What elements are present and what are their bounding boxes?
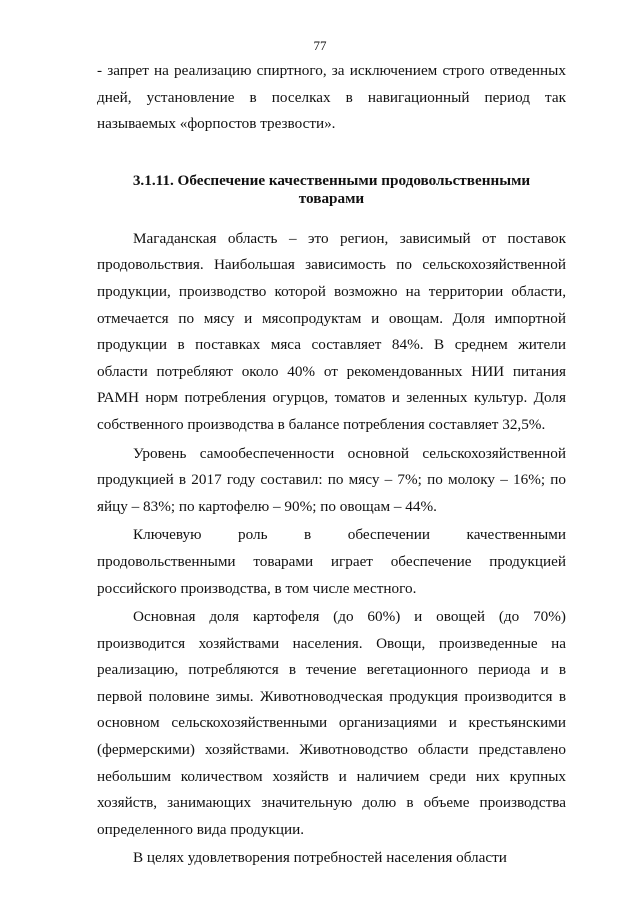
page-number: 77 <box>313 38 327 53</box>
bullet-paragraph: - запрет на реализацию спиртного, за исключением строго отведенных дней, установление в поселках в навигационный период так называемых «форпостов трезвости». <box>97 62 566 133</box>
body-paragraph-4: Основная доля картофеля (до 60%) и овощей (до 70%) производится хозяйствами населения. Овощи, произведенные на реализацию, потребляются в течение вегетационного периода и в первой половине зимы. Животноводческая продукция производится в основном сельскохозяйственными организациями и крестьянскими (фермерскими) хозяйствами. Животноводство области представлено небольшим количеством хозяйств и наличием среди них крупных хозяйств, занимающих значительную долю в объеме производства определенного вида продукции. <box>97 608 566 838</box>
section-heading-line-1: 3.1.11. Обеспечение качественными продовольственными <box>132 171 531 189</box>
body-paragraph-2: Уровень самообеспеченности основной сельскохозяйственной продукцией в 2017 году составил: по мясу – 7%; по молоку – 16%; по яйцу – 83%; по картофелю – 90%; по овощам – 44%. <box>97 444 566 515</box>
page-body <box>97 58 566 872</box>
body-paragraph-1: Магаданская область – это регион, зависимый от поставок продовольствия. Наибольшая зависимость по сельскохозяйственной продукции, производство которой возможно на территории области, отмечается по мясу и мясопродуктам и овощам. Доля импортной продукции в поставках мяса составляет 84%. В среднем жители области потребляют около 40% от рекомендованных НИИ питания РАМН норм потребления огурцов, томатов и зеленных культур. Доля собственного производства в балансе потребления составляет 32,5%. <box>97 229 566 433</box>
section-heading <box>97 172 566 208</box>
section-heading-line-2: товарами <box>298 189 365 207</box>
body-paragraph-3: Ключевую роль в обеспечении качественными продовольственными товарами играет обеспечение продукцией российского производства, в том числе местного. <box>97 526 566 597</box>
body-paragraph-5: В целях удовлетворения потребностей населения области <box>133 849 507 867</box>
